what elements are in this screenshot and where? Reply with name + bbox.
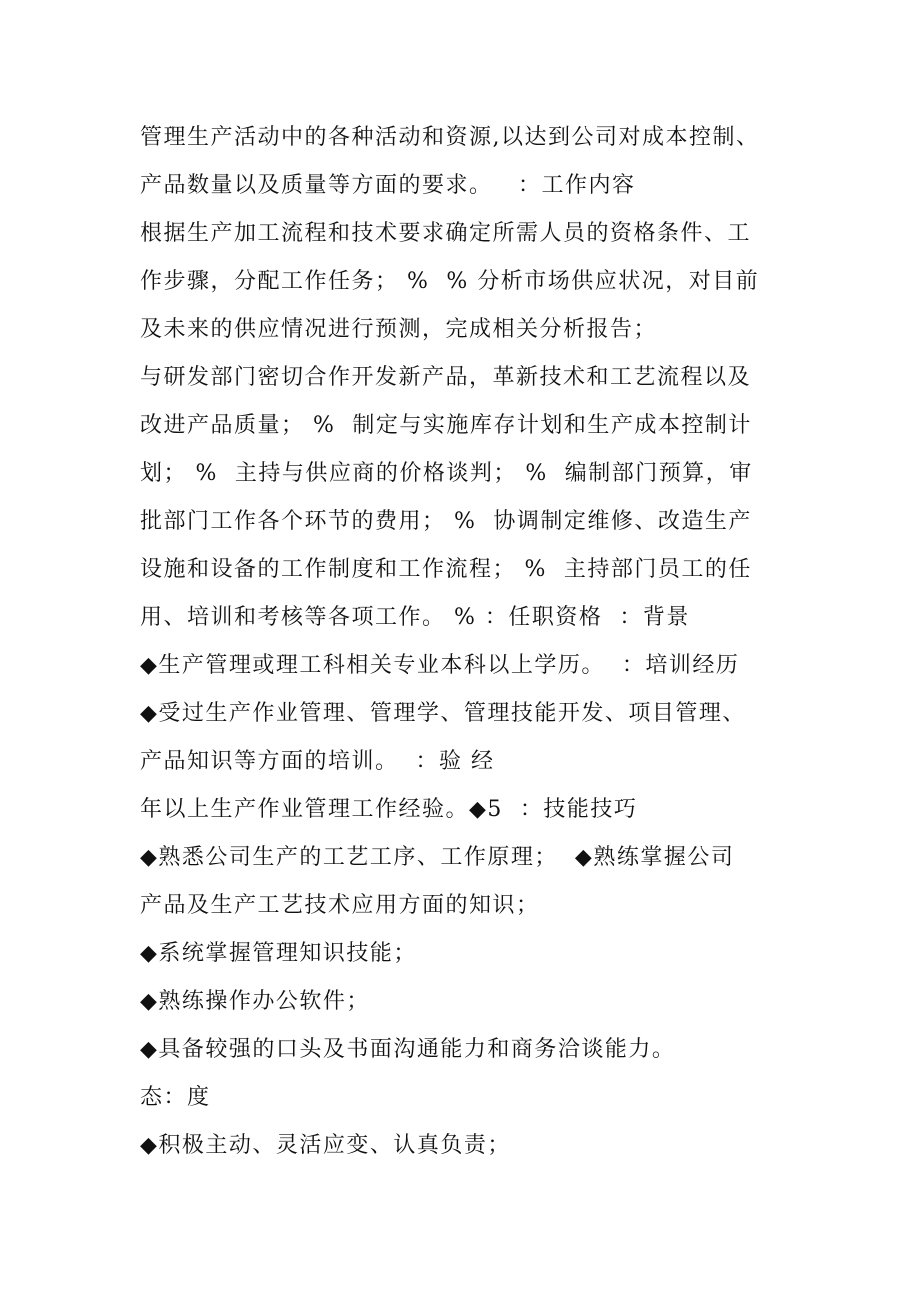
text-line: 产品及生产工艺技术应用方面的知识； (140, 893, 540, 918)
text-line: 作步骤，分配工作任务； % % 分析市场供应状况，对目前 (140, 269, 760, 294)
text-line: ◆生产管理或理工科相关专业本科以上学历。 ：培训经历 (140, 653, 740, 678)
text-line: 用、培训和考核等各项工作。 % ：任职资格 ：背景 (140, 605, 690, 630)
text-line: ◆受过生产作业管理、管理学、管理技能开发、项目管理、 (140, 701, 746, 726)
text-line: 产品数量以及质量等方面的要求。 ：工作内容 (140, 173, 636, 198)
text-line: 改进产品质量； % 制定与实施库存计划和生产成本控制计 (140, 413, 752, 438)
text-line: ◆积极主动、灵活应变、认真负责； (140, 1133, 511, 1158)
text-line: 态：度 (140, 1085, 211, 1110)
text-line: 产品知识等方面的培训。 ：验 经 (140, 749, 495, 774)
text-line: 划； % 主持与供应商的价格谈判； % 编制部门预算，审 (140, 461, 753, 486)
text-line: ◆熟悉公司生产的工艺工序、工作原理； ◆熟练掌握公司 (140, 845, 735, 870)
text-line: ◆系统掌握管理知识技能； (140, 941, 417, 966)
text-line: 年以上生产作业管理工作经验。◆5 ：技能技巧 (140, 797, 638, 822)
text-line: 及未来的供应情况进行预测，完成相关分析报告； (140, 317, 658, 342)
text-line: 管理生产活动中的各种活动和资源,以达到公司对成本控制、 (140, 125, 760, 150)
text-line: 设施和设备的工作制度和工作流程； % 主持部门员工的任 (140, 557, 752, 582)
text-line: 根据生产加工流程和技术要求确定所需人员的资格条件、工 (140, 221, 752, 246)
text-line: ◆熟练操作办公软件； (140, 989, 370, 1014)
text-line: 批部门工作各个环节的费用； % 协调制定维修、改造生产 (140, 509, 752, 534)
text-line: ◆具备较强的口头及书面沟通能力和商务洽谈能力。 (140, 1037, 676, 1062)
text-line: 与研发部门密切合作开发新产品，革新技术和工艺流程以及 (140, 365, 752, 390)
